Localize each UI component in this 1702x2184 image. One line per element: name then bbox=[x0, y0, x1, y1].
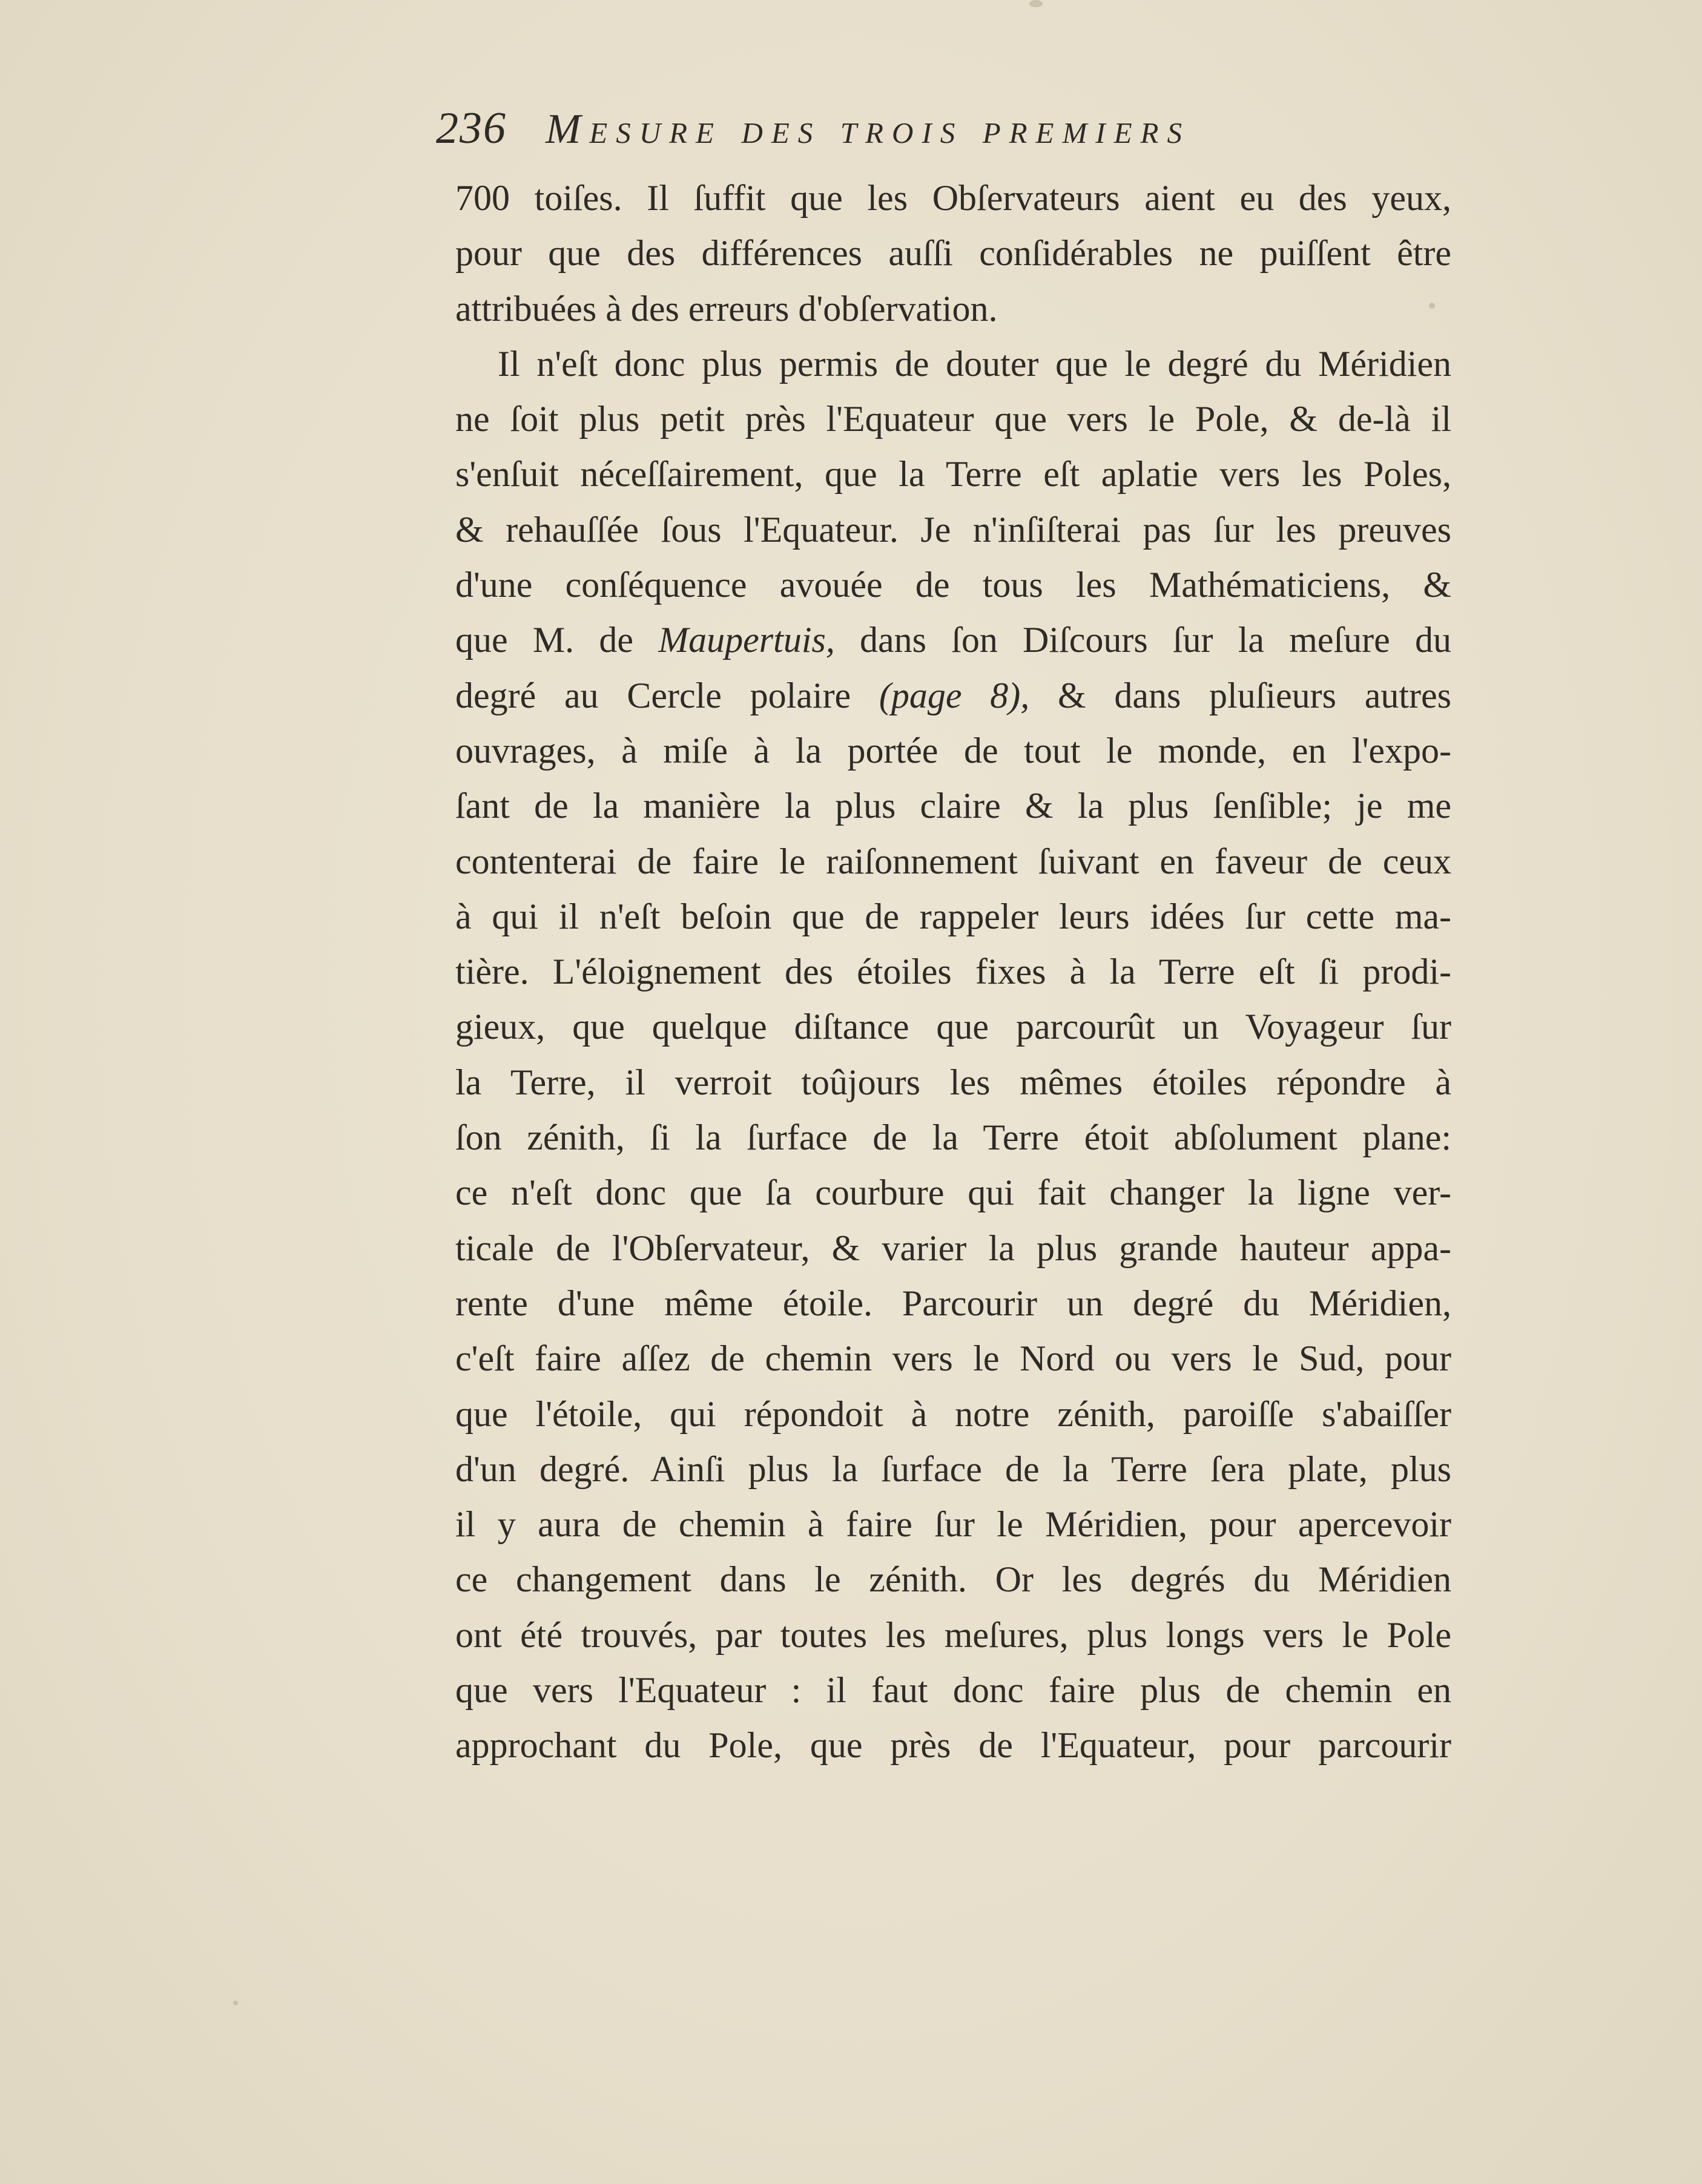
text-line: tière. L'éloignement des étoiles fixes à la Terre eſt ſi prodi- bbox=[455, 952, 1451, 992]
running-header bbox=[436, 103, 1344, 169]
text-line: contenterai de faire le raiſonnement ſuivant en faveur de ceux bbox=[455, 841, 1451, 881]
paragraph-start-line: Il n'eſt donc plus permis de douter que le degré du Méridien bbox=[498, 343, 1451, 384]
text-line-with-italic bbox=[455, 613, 1451, 668]
text-line: gieux, que quelque diſtance que parcourût un Voyageur ſur bbox=[455, 1007, 1451, 1047]
text-line: attribuées à des erreurs d'obſervation. bbox=[455, 288, 998, 329]
paper-speck bbox=[233, 2001, 238, 2005]
text-segment: degré au Cercle polaire bbox=[455, 675, 879, 715]
text-line: rente d'une même étoile. Parcourir un degré du Méridien, bbox=[455, 1283, 1451, 1323]
text-line: 700 toiſes. Il ſuffit que les Obſervateurs aient eu des yeux, bbox=[455, 178, 1451, 218]
text-line: ſon zénith, ſi la ſurface de la Terre étoit abſolument plane: bbox=[455, 1117, 1451, 1158]
page-reference-italic: (page 8), bbox=[879, 675, 1030, 715]
text-line: ticale de l'Obſervateur, & varier la plus grande hauteur appa- bbox=[455, 1228, 1451, 1268]
text-line: c'eſt faire aſſez de chemin vers le Nord ou vers le Sud, pour bbox=[455, 1338, 1451, 1379]
text-line: la Terre, il verroit toûjours les mêmes étoiles répondre à bbox=[455, 1062, 1451, 1102]
text-segment: & dans pluſieurs autres bbox=[1029, 675, 1451, 715]
text-line: approchant du Pole, que près de l'Equateur, pour parcourir bbox=[455, 1725, 1451, 1766]
paper-speck bbox=[1029, 0, 1043, 7]
text-line: d'une conſéquence avouée de tous les Mathématiciens, & bbox=[455, 565, 1451, 605]
text-line: ne ſoit plus petit près l'Equateur que vers le Pole, & de-là il bbox=[455, 399, 1451, 439]
page-number: 236 bbox=[436, 104, 507, 153]
author-name-italic: Maupertuis, bbox=[658, 620, 835, 660]
text-line: s'enſuit néceſſairement, que la Terre eſt aplatie vers les Poles, bbox=[455, 454, 1451, 495]
text-line: ouvrages, à miſe à la portée de tout le monde, en l'expo- bbox=[455, 730, 1451, 771]
body-text bbox=[455, 171, 1451, 1774]
text-line: ce n'eſt donc que ſa courbure qui fait changer la ligne ver- bbox=[455, 1173, 1451, 1213]
text-segment: dans ſon Diſcours ſur la meſure du bbox=[834, 620, 1451, 660]
text-line: ce changement dans le zénith. Or les degrés du Méridien bbox=[455, 1559, 1451, 1600]
text-line: d'un degré. Ainſi plus la ſurface de la Terre ſera plate, plus bbox=[455, 1449, 1451, 1489]
text-line-with-italic bbox=[455, 668, 1451, 723]
text-line: que l'étoile, qui répondoit à notre zénith, paroiſſe s'abaiſſer bbox=[455, 1393, 1451, 1434]
text-segment: que M. de bbox=[455, 620, 659, 660]
text-line: & rehauſſée ſous l'Equateur. Je n'inſiſterai pas ſur les preuves bbox=[455, 509, 1451, 550]
text-line: ſant de la manière la plus claire & la plus ſenſible; je me bbox=[455, 786, 1451, 826]
text-line: ont été trouvés, par toutes les meſures, plus longs vers le Pole bbox=[455, 1614, 1451, 1655]
text-line: pour que des différences auſſi conſidérables ne puiſſent être bbox=[455, 233, 1451, 274]
running-title: Mesure des trois premiers bbox=[546, 106, 1190, 153]
text-line: à qui il n'eſt beſoin que de rappeler leurs idées ſur cette ma- bbox=[455, 896, 1451, 936]
text-line: il y aura de chemin à faire ſur le Méridien, pour apercevoir bbox=[455, 1504, 1451, 1545]
text-line: que vers l'Equateur : il faut donc faire plus de chemin en bbox=[455, 1670, 1451, 1711]
